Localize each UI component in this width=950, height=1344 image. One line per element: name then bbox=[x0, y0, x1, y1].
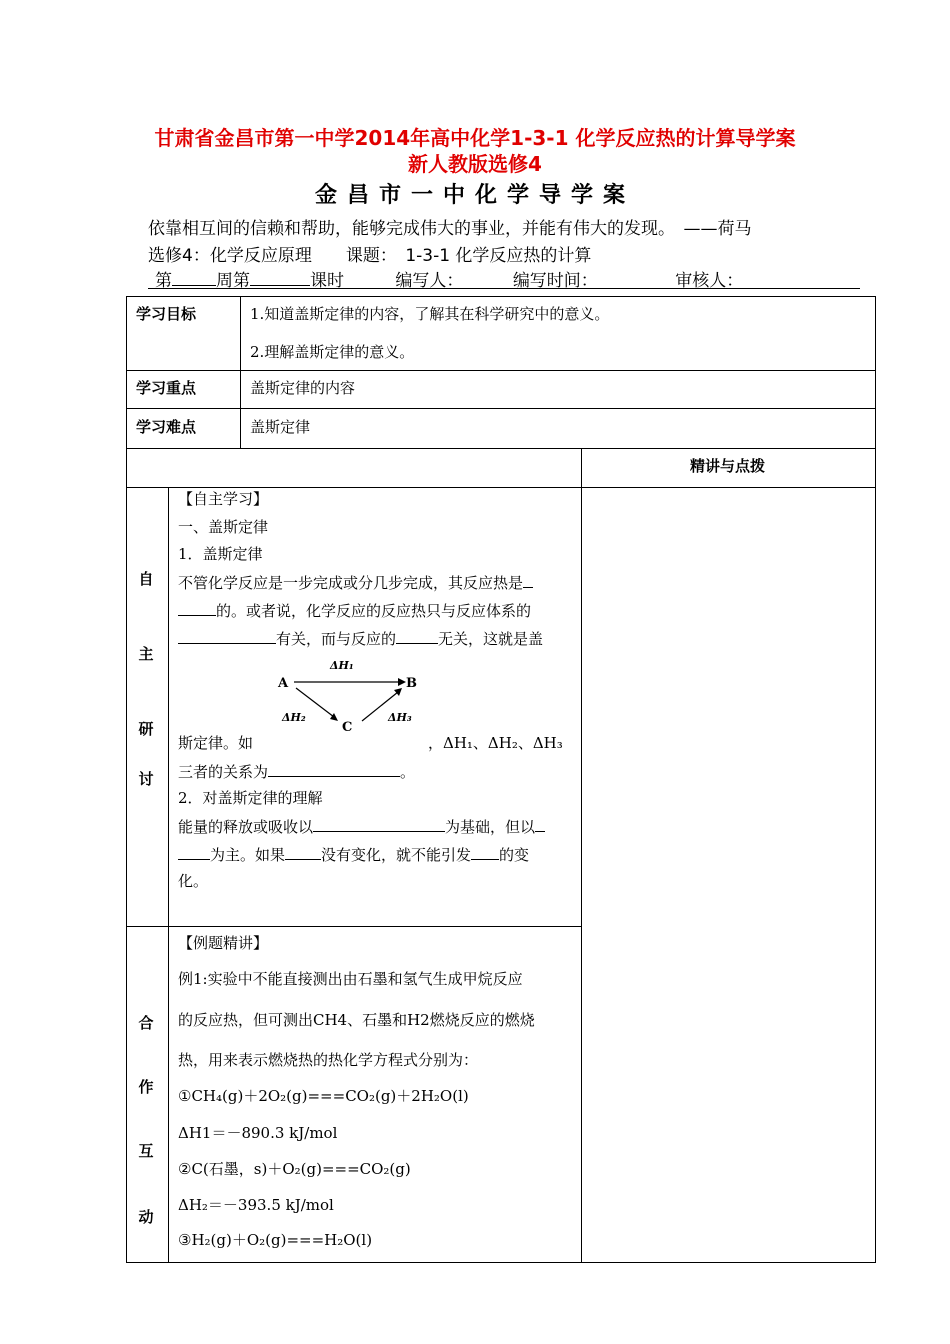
text-line: 有关，而与反应的 无关，这就是盖 bbox=[178, 627, 543, 649]
label-dh1: ΔH₁ bbox=[330, 659, 354, 672]
side-char: 自 bbox=[138, 570, 154, 588]
equation-2-enthalpy: ΔH₂＝－393.5 kJ/mol bbox=[178, 1196, 334, 1214]
side-char: 主 bbox=[138, 645, 154, 663]
side-char: 合 bbox=[138, 1014, 154, 1032]
hess-heading: 一、盖斯定律 bbox=[178, 518, 269, 536]
objective-2: 2.理解盖斯定律的意义。 bbox=[250, 343, 415, 361]
text-line: 不管化学反应是一步完成或分几步完成，其反应热是 bbox=[178, 571, 533, 593]
course-line: 选修4：化学反应原理 课题： 1-3-1 化学反应热的计算 bbox=[148, 246, 592, 266]
label-dh3: ΔH₃ bbox=[388, 711, 412, 724]
side-char: 作 bbox=[138, 1078, 154, 1096]
side-char: 研 bbox=[138, 720, 154, 738]
example-text: 例1:实验中不能直接测出由石墨和氢气生成甲烷反应 bbox=[178, 970, 523, 988]
equation-1: ①CH₄(g)＋2O₂(g)===CO₂(g)＋2H₂O(l) bbox=[178, 1087, 469, 1105]
self-study-heading: 【自主学习】 bbox=[178, 490, 269, 508]
document-title-line2: 新人教版选修4 bbox=[408, 152, 542, 176]
understanding-heading: 2．对盖斯定律的理解 bbox=[178, 789, 323, 807]
meta-underline bbox=[148, 288, 860, 289]
example-text: 热，用来表示燃烧热的热化学方程式分别为： bbox=[178, 1051, 479, 1069]
hess-subheading: 1．盖斯定律 bbox=[178, 545, 263, 563]
difficulty-text: 盖斯定律 bbox=[250, 418, 311, 436]
side-char: 互 bbox=[138, 1142, 154, 1160]
objective-1: 1.知道盖斯定律的内容，了解其在科学研究中的意义。 bbox=[250, 305, 610, 323]
text-line: 为主。如果 没有变化，就不能引发 的变 bbox=[178, 843, 529, 865]
focus-label: 学习重点 bbox=[136, 379, 197, 397]
meta-line: 第 周第 课时 编写人： 编写时间： 审核人： bbox=[155, 271, 744, 291]
text-line: 能量的释放或吸收以 为基础，但以 bbox=[178, 815, 545, 837]
side-char: 讨 bbox=[138, 770, 154, 788]
motto: 依靠相互间的信赖和帮助，能够完成伟大的事业，并能有伟大的发现。 ——荷马 bbox=[148, 219, 752, 239]
arrowhead-a-b bbox=[398, 678, 406, 686]
example-heading: 【例题精讲】 bbox=[178, 934, 269, 952]
node-c: C bbox=[342, 720, 353, 735]
side-char: 动 bbox=[138, 1208, 154, 1226]
node-b: B bbox=[406, 676, 417, 691]
text-line: 化。 bbox=[178, 872, 209, 890]
example-text: 的反应热，但可测出CH4、石墨和H2燃烧反应的燃烧 bbox=[178, 1011, 535, 1029]
text-line: 斯定律。如 bbox=[178, 734, 254, 752]
text-line: ，ΔH₁、ΔH₂、ΔH₃ bbox=[428, 734, 563, 752]
objectives-label: 学习目标 bbox=[136, 305, 197, 323]
equation-3: ③H₂(g)＋O₂(g)===H₂O(l) bbox=[178, 1231, 373, 1249]
text-line: 的。或者说，化学反应的反应热只与反应体系的 bbox=[178, 599, 531, 621]
document-title-line1: 甘肃省金昌市第一中学2014年高中化学1-3-1 化学反应热的计算导学案 bbox=[154, 126, 796, 150]
equation-2: ②C(石墨，s)＋O₂(g)===CO₂(g) bbox=[178, 1160, 411, 1178]
equation-1-enthalpy: ΔH1＝－890.3 kJ/mol bbox=[178, 1124, 338, 1142]
focus-text: 盖斯定律的内容 bbox=[250, 379, 356, 397]
difficulty-label: 学习难点 bbox=[136, 418, 197, 436]
label-dh2: ΔH₂ bbox=[282, 711, 306, 724]
text-line: 三者的关系为 。 bbox=[178, 760, 415, 782]
school-heading: 金昌市一中化学导学案 bbox=[314, 183, 635, 208]
hess-cycle-diagram bbox=[270, 655, 430, 735]
node-a: A bbox=[278, 676, 289, 691]
notes-header: 精讲与点拨 bbox=[690, 457, 766, 475]
